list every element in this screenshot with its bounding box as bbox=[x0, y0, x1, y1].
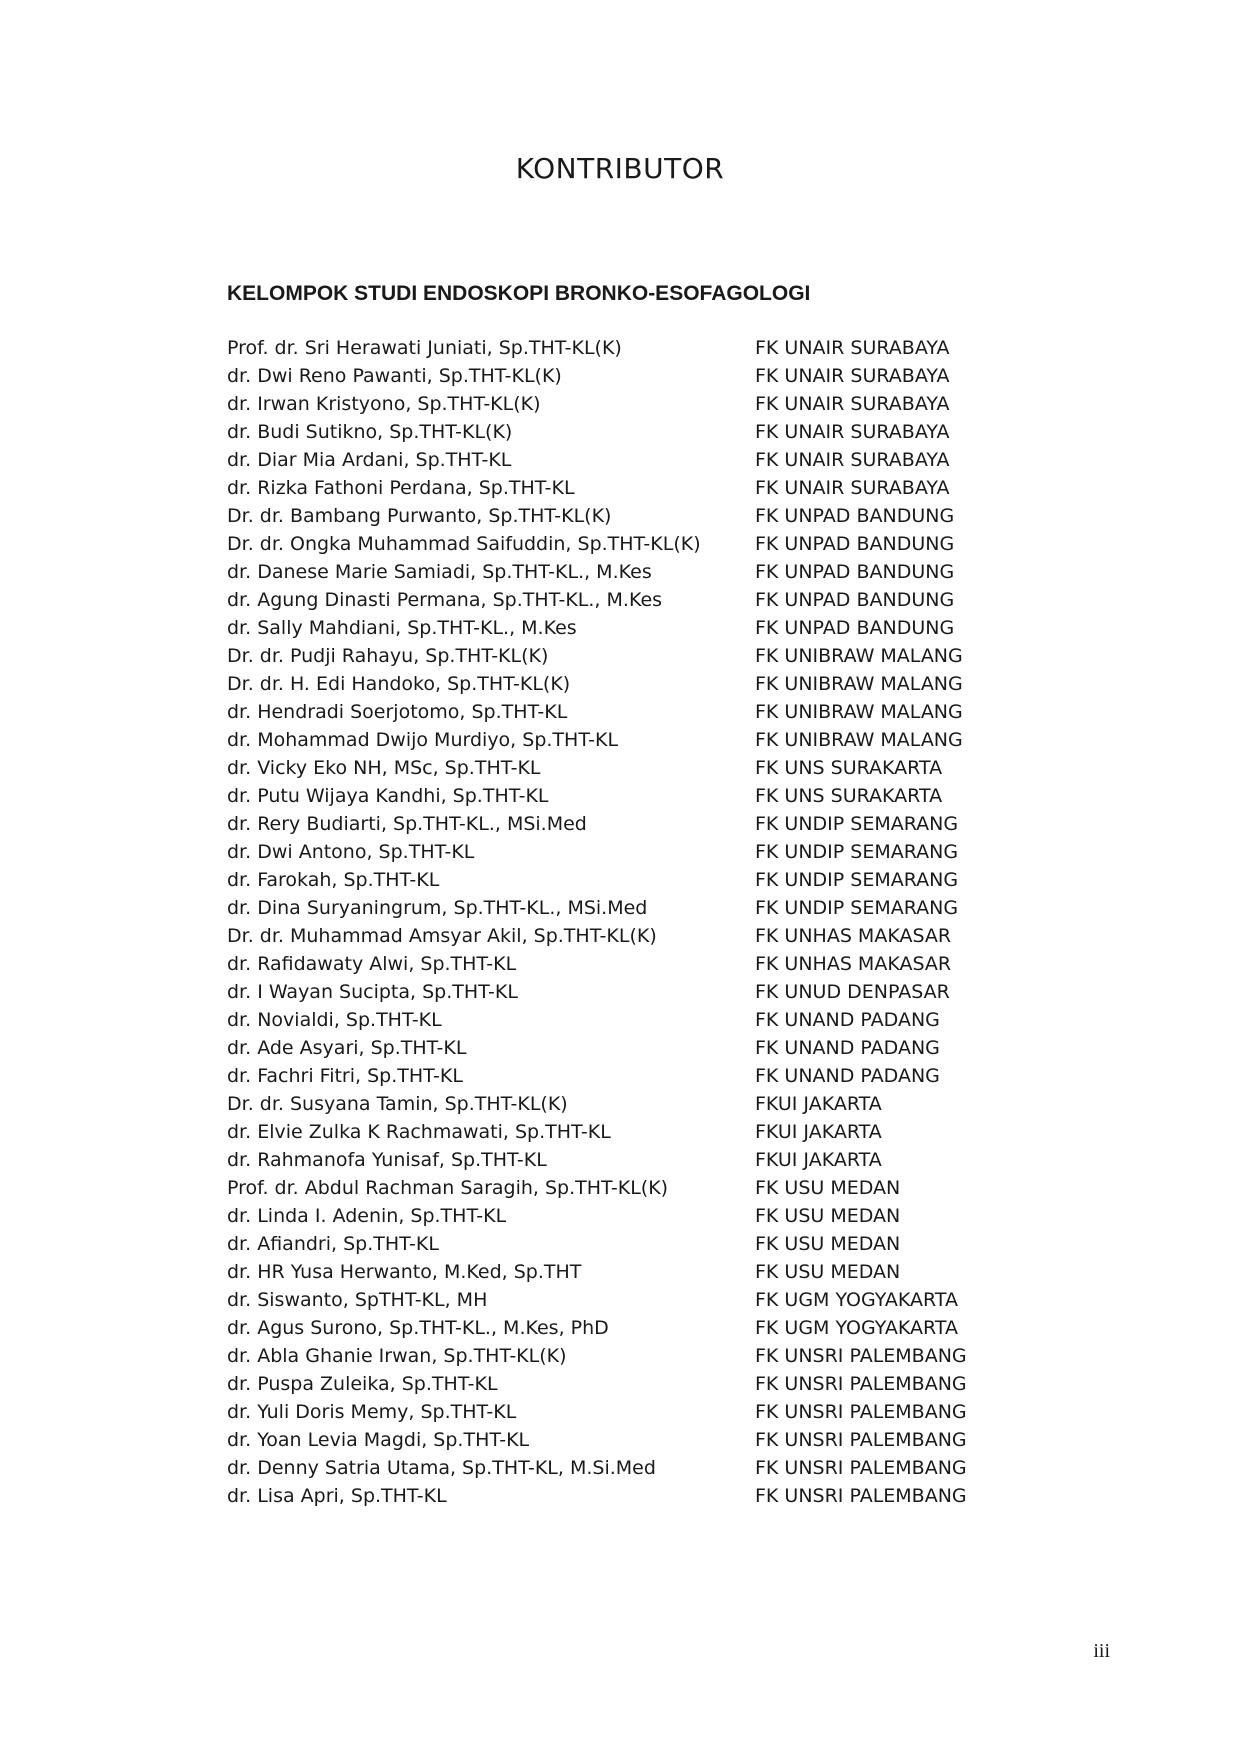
contributor-institution: FKUI JAKARTA bbox=[755, 1093, 882, 1115]
contributor-institution: FK UNSRI PALEMBANG bbox=[755, 1401, 967, 1423]
contributor-institution: FK UNPAD BANDUNG bbox=[755, 589, 955, 611]
contributor-row bbox=[227, 894, 1107, 922]
contributor-row bbox=[227, 1090, 1107, 1118]
contributor-list bbox=[227, 334, 1107, 1510]
contributor-institution: FK USU MEDAN bbox=[755, 1205, 901, 1227]
contributor-row bbox=[227, 558, 1107, 586]
contributor-institution: FK UNIBRAW MALANG bbox=[755, 729, 963, 751]
contributor-row bbox=[227, 1202, 1107, 1230]
contributor-name: dr. HR Yusa Herwanto, M.Ked, Sp.THT bbox=[227, 1261, 582, 1283]
contributor-name: dr. Irwan Kristyono, Sp.THT-KL(K) bbox=[227, 393, 541, 415]
contributor-name: dr. Rizka Fathoni Perdana, Sp.THT-KL bbox=[227, 477, 575, 499]
contributor-row bbox=[227, 530, 1107, 558]
contributor-institution: FK UNAND PADANG bbox=[755, 1037, 940, 1059]
contributor-row bbox=[227, 446, 1107, 474]
contributor-name: dr. Dwi Antono, Sp.THT-KL bbox=[227, 841, 475, 863]
contributor-institution: FK UNSRI PALEMBANG bbox=[755, 1457, 967, 1479]
contributor-institution: FK UNUD DENPASAR bbox=[755, 981, 950, 1003]
contributor-institution: FK UNPAD BANDUNG bbox=[755, 561, 955, 583]
contributor-name: dr. Elvie Zulka K Rachmawati, Sp.THT-KL bbox=[227, 1121, 611, 1143]
contributor-row bbox=[227, 754, 1107, 782]
contributor-institution: FK UNAIR SURABAYA bbox=[755, 421, 950, 443]
contributor-name: Dr. dr. H. Edi Handoko, Sp.THT-KL(K) bbox=[227, 673, 571, 695]
contributor-institution: FK UNPAD BANDUNG bbox=[755, 533, 955, 555]
contributor-institution: FK UNSRI PALEMBANG bbox=[755, 1345, 967, 1367]
contributor-institution: FK UNHAS MAKASAR bbox=[755, 925, 952, 947]
contributor-row bbox=[227, 1454, 1107, 1482]
contributor-institution: FK USU MEDAN bbox=[755, 1261, 901, 1283]
contributor-row bbox=[227, 586, 1107, 614]
contributor-name: dr. Novialdi, Sp.THT-KL bbox=[227, 1009, 442, 1031]
contributor-row bbox=[227, 838, 1107, 866]
contributor-row bbox=[227, 614, 1107, 642]
contributor-row bbox=[227, 1286, 1107, 1314]
contributor-institution: FK UNPAD BANDUNG bbox=[755, 617, 955, 639]
contributor-name: dr. Rafidawaty Alwi, Sp.THT-KL bbox=[227, 953, 517, 975]
contributor-name: dr. Yoan Levia Magdi, Sp.THT-KL bbox=[227, 1429, 530, 1451]
contributor-name: dr. Ade Asyari, Sp.THT-KL bbox=[227, 1037, 467, 1059]
contributor-name: dr. Abla Ghanie Irwan, Sp.THT-KL(K) bbox=[227, 1345, 567, 1367]
page-title: KONTRIBUTOR bbox=[515, 152, 725, 185]
contributor-row bbox=[227, 1370, 1107, 1398]
contributor-name: dr. Agung Dinasti Permana, Sp.THT-KL., M.Kes bbox=[227, 589, 663, 611]
contributor-institution: FK UNAND PADANG bbox=[755, 1065, 940, 1087]
contributor-name: dr. Fachri Fitri, Sp.THT-KL bbox=[227, 1065, 463, 1087]
contributor-institution: FK UNIBRAW MALANG bbox=[755, 645, 963, 667]
contributor-institution: FK UNIBRAW MALANG bbox=[755, 673, 963, 695]
contributor-name: dr. Vicky Eko NH, MSc, Sp.THT-KL bbox=[227, 757, 541, 779]
contributor-name: Prof. dr. Abdul Rachman Saragih, Sp.THT-KL(K) bbox=[227, 1177, 669, 1199]
contributor-name: dr. Putu Wijaya Kandhi, Sp.THT-KL bbox=[227, 785, 549, 807]
contributor-row bbox=[227, 698, 1107, 726]
contributor-row bbox=[227, 502, 1107, 530]
contributor-name: dr. Linda I. Adenin, Sp.THT-KL bbox=[227, 1205, 507, 1227]
contributor-institution: FK UNAND PADANG bbox=[755, 1009, 940, 1031]
contributor-institution: FK UGM YOGYAKARTA bbox=[755, 1289, 958, 1311]
contributor-row bbox=[227, 866, 1107, 894]
contributor-row bbox=[227, 726, 1107, 754]
contributor-row bbox=[227, 1426, 1107, 1454]
contributor-name: dr. Dwi Reno Pawanti, Sp.THT-KL(K) bbox=[227, 365, 562, 387]
contributor-institution: FK UNAIR SURABAYA bbox=[755, 365, 950, 387]
contributor-institution: FK UNAIR SURABAYA bbox=[755, 449, 950, 471]
contributor-row bbox=[227, 362, 1107, 390]
contributor-institution: FK UNAIR SURABAYA bbox=[755, 477, 950, 499]
contributor-name: Dr. dr. Pudji Rahayu, Sp.THT-KL(K) bbox=[227, 645, 549, 667]
contributor-name: dr. Farokah, Sp.THT-KL bbox=[227, 869, 440, 891]
contributor-name: Dr. dr. Susyana Tamin, Sp.THT-KL(K) bbox=[227, 1093, 568, 1115]
contributor-name: dr. Diar Mia Ardani, Sp.THT-KL bbox=[227, 449, 512, 471]
contributor-row bbox=[227, 810, 1107, 838]
contributor-row bbox=[227, 1006, 1107, 1034]
contributor-name: dr. Sally Mahdiani, Sp.THT-KL., M.Kes bbox=[227, 617, 577, 639]
contributor-institution: FK UNSRI PALEMBANG bbox=[755, 1485, 967, 1507]
contributor-row bbox=[227, 1482, 1107, 1510]
contributor-name: Dr. dr. Muhammad Amsyar Akil, Sp.THT-KL(K) bbox=[227, 925, 657, 947]
contributor-institution: FK USU MEDAN bbox=[755, 1233, 901, 1255]
contributor-row bbox=[227, 1118, 1107, 1146]
contributor-name: Dr. dr. Bambang Purwanto, Sp.THT-KL(K) bbox=[227, 505, 612, 527]
contributor-row bbox=[227, 334, 1107, 362]
contributor-row bbox=[227, 474, 1107, 502]
contributor-name: Prof. dr. Sri Herawati Juniati, Sp.THT-KL(K) bbox=[227, 337, 622, 359]
contributor-name: dr. Mohammad Dwijo Murdiyo, Sp.THT-KL bbox=[227, 729, 619, 751]
contributor-institution: FK UNSRI PALEMBANG bbox=[755, 1429, 967, 1451]
contributor-name: dr. Siswanto, SpTHT-KL, MH bbox=[227, 1289, 488, 1311]
contributor-row bbox=[227, 782, 1107, 810]
contributor-row bbox=[227, 950, 1107, 978]
contributor-row bbox=[227, 1062, 1107, 1090]
contributor-institution: FK UNS SURAKARTA bbox=[755, 785, 943, 807]
contributor-row bbox=[227, 642, 1107, 670]
contributor-row bbox=[227, 1034, 1107, 1062]
contributor-row bbox=[227, 390, 1107, 418]
contributor-name: dr. Budi Sutikno, Sp.THT-KL(K) bbox=[227, 421, 513, 443]
contributor-row bbox=[227, 418, 1107, 446]
contributor-name: dr. Yuli Doris Memy, Sp.THT-KL bbox=[227, 1401, 517, 1423]
contributor-institution: FK UNDIP SEMARANG bbox=[755, 813, 959, 835]
contributor-name: dr. Afiandri, Sp.THT-KL bbox=[227, 1233, 439, 1255]
contributor-name: dr. I Wayan Sucipta, Sp.THT-KL bbox=[227, 981, 518, 1003]
contributor-institution: FK UGM YOGYAKARTA bbox=[755, 1317, 958, 1339]
contributor-name: dr. Hendradi Soerjotomo, Sp.THT-KL bbox=[227, 701, 568, 723]
contributor-row bbox=[227, 1146, 1107, 1174]
contributor-institution: FKUI JAKARTA bbox=[755, 1149, 882, 1171]
page-number: iii bbox=[1093, 1640, 1110, 1662]
contributor-name: dr. Rahmanofa Yunisaf, Sp.THT-KL bbox=[227, 1149, 547, 1171]
contributor-name: dr. Denny Satria Utama, Sp.THT-KL, M.Si.Med bbox=[227, 1457, 656, 1479]
contributor-row bbox=[227, 1230, 1107, 1258]
contributor-row bbox=[227, 670, 1107, 698]
contributor-name: dr. Lisa Apri, Sp.THT-KL bbox=[227, 1485, 447, 1507]
contributor-row bbox=[227, 978, 1107, 1006]
contributor-institution: FK UNDIP SEMARANG bbox=[755, 841, 959, 863]
contributor-name: dr. Rery Budiarti, Sp.THT-KL., MSi.Med bbox=[227, 813, 587, 835]
contributor-institution: FK UNIBRAW MALANG bbox=[755, 701, 963, 723]
contributor-institution: FK UNHAS MAKASAR bbox=[755, 953, 952, 975]
contributor-institution: FK USU MEDAN bbox=[755, 1177, 901, 1199]
contributor-name: dr. Puspa Zuleika, Sp.THT-KL bbox=[227, 1373, 498, 1395]
contributor-institution: FK UNAIR SURABAYA bbox=[755, 393, 950, 415]
contributor-institution: FK UNAIR SURABAYA bbox=[755, 337, 950, 359]
contributor-row bbox=[227, 1342, 1107, 1370]
contributor-institution: FKUI JAKARTA bbox=[755, 1121, 882, 1143]
contributor-row bbox=[227, 1398, 1107, 1426]
contributor-row bbox=[227, 922, 1107, 950]
section-heading: KELOMPOK STUDI ENDOSKOPI BRONKO-ESOFAGOLOGI bbox=[227, 282, 811, 305]
contributor-row bbox=[227, 1258, 1107, 1286]
contributor-name: dr. Danese Marie Samiadi, Sp.THT-KL., M.Kes bbox=[227, 561, 652, 583]
contributor-name: dr. Dina Suryaningrum, Sp.THT-KL., MSi.Med bbox=[227, 897, 648, 919]
contributor-institution: FK UNDIP SEMARANG bbox=[755, 897, 959, 919]
contributor-name: Dr. dr. Ongka Muhammad Saifuddin, Sp.THT-KL(K) bbox=[227, 533, 701, 555]
contributor-name: dr. Agus Surono, Sp.THT-KL., M.Kes, PhD bbox=[227, 1317, 609, 1339]
contributor-institution: FK UNPAD BANDUNG bbox=[755, 505, 955, 527]
contributor-row bbox=[227, 1174, 1107, 1202]
contributor-row bbox=[227, 1314, 1107, 1342]
contributor-institution: FK UNDIP SEMARANG bbox=[755, 869, 959, 891]
contributor-institution: FK UNSRI PALEMBANG bbox=[755, 1373, 967, 1395]
contributor-institution: FK UNS SURAKARTA bbox=[755, 757, 943, 779]
